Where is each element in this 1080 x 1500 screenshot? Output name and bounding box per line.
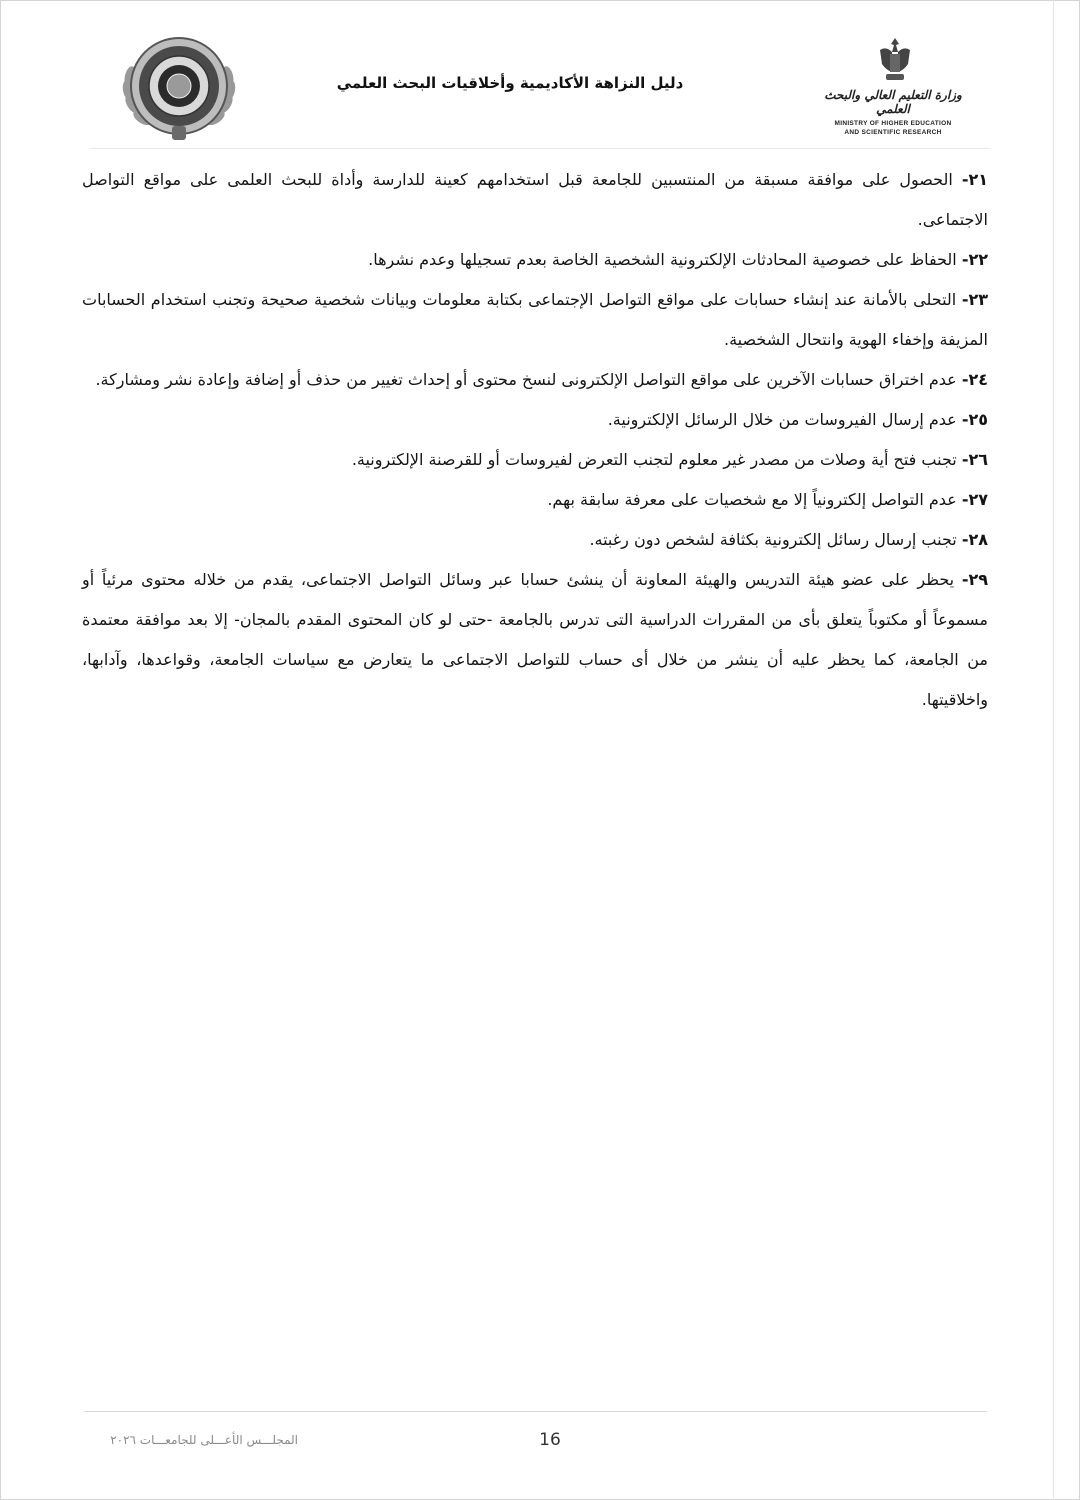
- list-item: [82, 520, 988, 560]
- item-text: عدم التواصل إلكترونياً إلا مع شخصيات على معرفة سابقة بهم.: [547, 490, 957, 509]
- item-text: تجنب إرسال رسائل إلكترونية بكثافة لشخص دون رغبته.: [589, 530, 957, 549]
- item-text: عدم إرسال الفيروسات من خلال الرسائل الإلكترونية.: [607, 410, 957, 429]
- item-text: الحفاظ على خصوصية المحادثات الإلكترونية الشخصية الخاصة بعدم تسجيلها وعدم نشرها.: [368, 250, 957, 269]
- footer-divider: [84, 1411, 987, 1412]
- item-number: ٢٢-: [961, 250, 988, 269]
- page-header-title: دليل النزاهة الأكاديمية وأخلاقيات البحث العلمي: [336, 74, 684, 92]
- item-text: عدم اختراق حسابات الآخرين على مواقع التواصل الإلكترونى لنسخ محتوى أو إحداث تغيير من حذف أو إضافة وإعادة نشر ومشاركة.: [95, 370, 957, 389]
- ministry-name-arabic: وزارة التعليم العالي والبحث العلمي: [824, 88, 962, 116]
- page-number: 16: [539, 1430, 561, 1450]
- item-text: تجنب فتح أية وصلات من مصدر غير معلوم لتجنب التعرض لفيروسات أو للقرصنة الإلكترونية.: [351, 450, 957, 469]
- item-text: التحلى بالأمانة عند إنشاء حسابات على مواقع التواصل الإجتماعى بكتابة معلومات وبيانات شخصية صحيحة وتجنب استخدام الحسابات المزيفة وإخفاء الهوية وانتحال الشخصية.: [82, 290, 988, 349]
- ministry-name-english-line2: AND SCIENTIFIC RESEARCH: [844, 129, 942, 136]
- egypt-eagle-icon: [880, 38, 910, 80]
- list-item: [82, 480, 988, 520]
- list-item: [82, 280, 988, 360]
- header-divider: [90, 148, 990, 149]
- list-item: [82, 440, 988, 480]
- list-item: [82, 360, 988, 400]
- list-item: [82, 240, 988, 280]
- footer-organization: المجلـــس الأعـــلى للجامعـــات ٢٠٢٦: [110, 1433, 298, 1447]
- item-number: ٢٧-: [961, 490, 988, 509]
- item-number: ٢٨-: [961, 530, 988, 549]
- item-number: ٢٤-: [961, 370, 988, 389]
- item-number: ٢٣-: [961, 290, 989, 309]
- page-edge-rule: [1053, 0, 1054, 1500]
- item-text: يحظر على عضو هيئة التدريس والهيئة المعاونة أن ينشئ حسابا عبر وسائل التواصل الاجتماعى، يقدم من خلاله محتوى مرئياً أو مسموعاً أو مكتوباً يتعلق بأى من المقررات الدراسية التى تدرس بالجامعة -حتى لو كان المحتوى المقدم بالمجان- إلا بعد موافقة معتمدة من الجامعة، كما يحظر عليه أن ينشر من خلال أى حساب للتواصل الاجتماعى ما يتعارض مع سياسات الجامعة، وقواعدها، وآدابها، واخلاقيتها.: [82, 570, 988, 709]
- list-item: [82, 160, 988, 240]
- list-item: [82, 400, 988, 440]
- item-number: ٢١-: [961, 170, 988, 189]
- university-seal-icon: [112, 34, 246, 144]
- guideline-list: [82, 160, 988, 720]
- item-text: الحصول على موافقة مسبقة من المنتسبين للجامعة قبل استخدامهم كعينة للدارسة وأداة للبحث العلمى على مواقع التواصل الاجتماعى.: [82, 170, 988, 229]
- item-number: ٢٩-: [961, 570, 988, 589]
- item-number: ٢٦-: [961, 450, 988, 469]
- item-number: ٢٥-: [961, 410, 988, 429]
- list-item: [82, 560, 988, 720]
- ministry-name-english-line1: MINISTRY OF HIGHER EDUCATION: [834, 120, 952, 127]
